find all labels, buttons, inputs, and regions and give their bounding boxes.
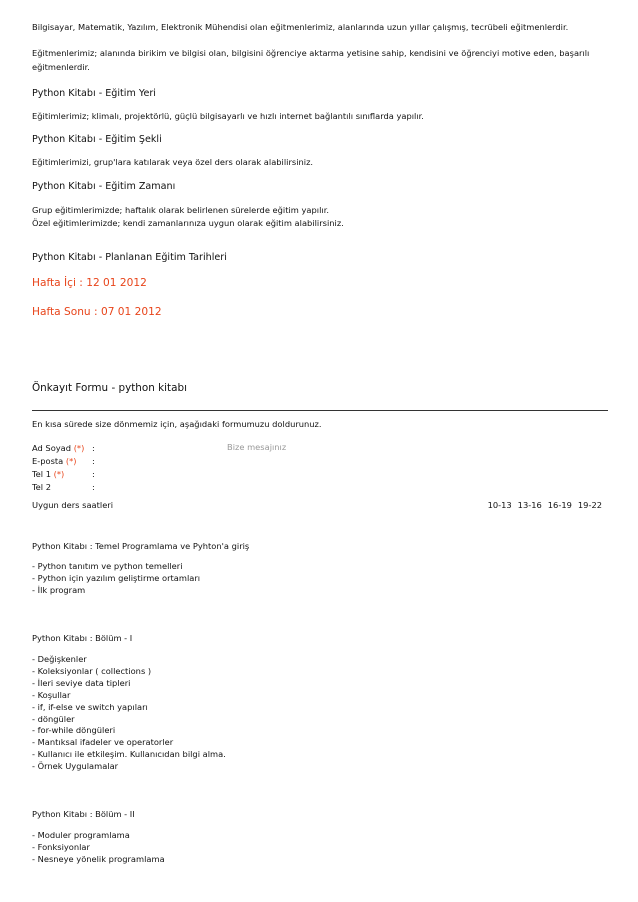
list-item: - Fonksiyonlar bbox=[32, 841, 90, 852]
list-item: - if, if-else ve switch yapıları bbox=[32, 701, 148, 712]
list-item: - Python için yazılım geliştirme ortamları bbox=[32, 572, 201, 583]
list-item: - Koleksiyonlar ( collections ) bbox=[32, 665, 152, 676]
field-row-ad-soyad[interactable] bbox=[32, 442, 95, 454]
required-mark: (*) bbox=[65, 456, 77, 466]
field-colon: : bbox=[92, 482, 95, 492]
field-row-tel2[interactable] bbox=[32, 481, 95, 493]
egitim-zamani-heading: Python Kitabı - Eğitim Zamanı bbox=[32, 181, 176, 192]
field-label-eposta: E-posta bbox=[32, 456, 64, 466]
list-item: - İleri seviye data tipleri bbox=[32, 677, 131, 688]
field-colon: : bbox=[92, 469, 95, 479]
intro-paragraph-2-line-2: eğitmenlerdir. bbox=[32, 62, 90, 72]
list-item: - Kullanıcı ile etkileşim. Kullanıcıdan bilgi alma. bbox=[32, 749, 226, 760]
hafta-sonu-date: Hafta Sonu : 07 01 2012 bbox=[32, 306, 162, 318]
list-item: - İlk program bbox=[32, 584, 86, 595]
list-item: - Nesneye yönelik programlama bbox=[32, 853, 165, 864]
hafta-ici-date: Hafta İçi : 12 01 2012 bbox=[32, 277, 147, 289]
course-title-bolum-2: Python Kitabı : Bölüm - II bbox=[32, 809, 135, 819]
egitim-yeri-text: Eğitimlerimiz; klimalı, projektörlü, güçlü bilgisayarlı ve hızlı internet bağlantılı sınıflarda yapılır. bbox=[32, 111, 424, 121]
course-title-intro: Python Kitabı : Temel Programlama ve Pyhton'a giriş bbox=[32, 541, 250, 551]
field-row-eposta[interactable] bbox=[32, 455, 95, 467]
required-mark: (*) bbox=[73, 443, 85, 453]
form-intro: En kısa sürede size dönmemiz için, aşağıdaki formumuzu doldurunuz. bbox=[32, 419, 322, 429]
slot-option[interactable]: 10-13 bbox=[487, 500, 512, 510]
form-divider bbox=[32, 410, 608, 411]
form-title: Önkayıt Formu - python kitabı bbox=[32, 382, 187, 394]
list-item: - Moduler programlama bbox=[32, 830, 130, 840]
list-item: - Mantıksal ifadeler ve operatorler bbox=[32, 737, 174, 748]
slot-option[interactable]: 19-22 bbox=[577, 500, 602, 510]
egitim-zamani-line-2: Özel eğitimlerimizde; kendi zamanlarınıza uygun olarak eğitim alabilirsiniz. bbox=[32, 218, 344, 228]
hours-slots bbox=[482, 499, 602, 511]
list-item: - Değişkenler bbox=[32, 654, 87, 664]
egitim-tarihleri-heading: Python Kitabı - Planlanan Eğitim Tarihleri bbox=[32, 252, 227, 263]
course-list-intro bbox=[32, 561, 200, 597]
slot-option[interactable]: 13-16 bbox=[517, 500, 542, 510]
field-label-tel2: Tel 2 bbox=[32, 482, 51, 492]
course-list-bolum-2 bbox=[32, 830, 165, 866]
field-label-ad-soyad: Ad Soyad bbox=[32, 443, 72, 453]
slot-option[interactable]: 16-19 bbox=[547, 500, 572, 510]
field-row-tel1[interactable] bbox=[32, 468, 95, 480]
egitim-yeri-heading: Python Kitabı - Eğitim Yeri bbox=[32, 88, 156, 99]
list-item: - Koşullar bbox=[32, 689, 71, 700]
list-item: - Örnek Uygulamalar bbox=[32, 761, 119, 772]
egitim-sekli-heading: Python Kitabı - Eğitim Şekli bbox=[32, 134, 162, 145]
field-colon: : bbox=[92, 456, 95, 466]
course-title-bolum-1: Python Kitabı : Bölüm - I bbox=[32, 633, 133, 643]
hours-label: Uygun ders saatleri bbox=[32, 500, 114, 510]
required-mark: (*) bbox=[53, 469, 65, 479]
intro-paragraph-1: Bilgisayar, Matematik, Yazılım, Elektronik Mühendisi olan eğitmenlerimiz, alanlarında uzun yıllar çalışmış, tecrübeli eğitmenlerdir. bbox=[32, 22, 569, 32]
intro-paragraph-2-line-1: Eğitmenlerimiz; alanında birikim ve bilgisi olan, bilgisini öğrenciye aktarma yetisine sahip, kendisini ve öğrenciyi motive eden, başarılı bbox=[32, 48, 590, 58]
field-label-tel1: Tel 1 bbox=[32, 469, 51, 479]
course-list-bolum-1 bbox=[32, 654, 226, 773]
list-item: - Python tanıtım ve python temelleri bbox=[32, 561, 183, 571]
field-colon: : bbox=[92, 443, 95, 453]
egitim-zamani-line-1: Grup eğitimlerimizde; haftalık olarak belirlenen sürelerde eğitim yapılır. bbox=[32, 205, 329, 215]
list-item: - for-while döngüleri bbox=[32, 725, 116, 736]
egitim-sekli-text: Eğitimlerimizi, grup'lara katılarak veya özel ders olarak alabilirsiniz. bbox=[32, 157, 314, 167]
list-item: - döngüler bbox=[32, 713, 75, 724]
message-field[interactable]: Bize mesajınız bbox=[227, 442, 287, 452]
